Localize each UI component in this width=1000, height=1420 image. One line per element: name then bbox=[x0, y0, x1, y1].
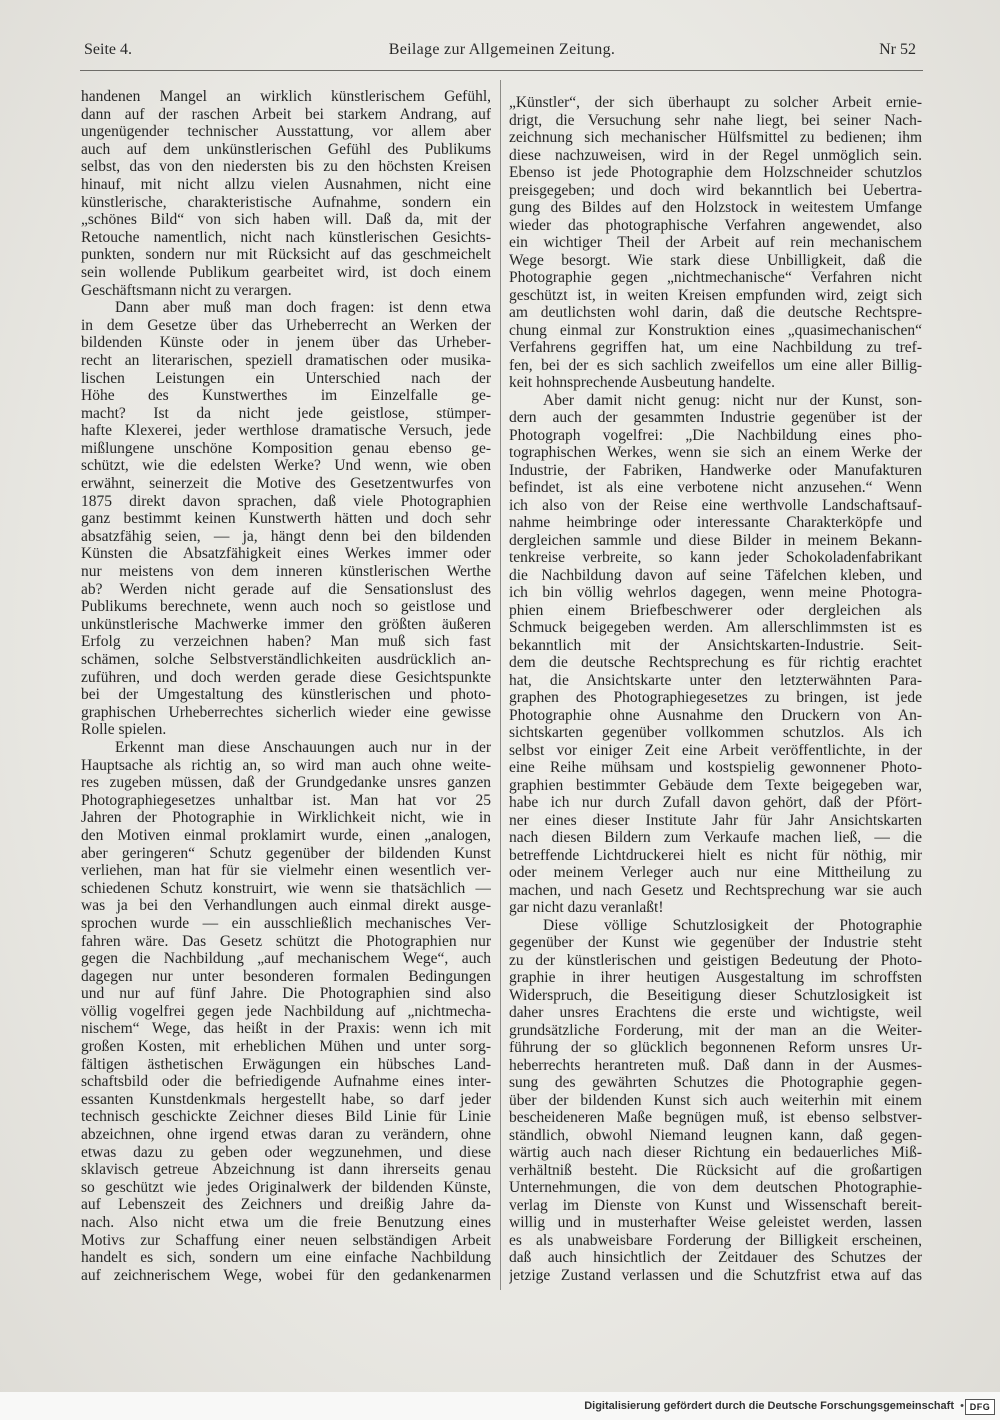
text-line: wärtig auch nach dieser Richtung ein bedauerliches Miß- bbox=[509, 1144, 922, 1161]
text-line: Retouche namentlich, nicht nach künstlerischen Gesichts- bbox=[81, 228, 491, 246]
text-line: Künsten die Absatzfähigkeit eines Werkes immer oder bbox=[81, 545, 491, 563]
text-line: schämen, solche Selbstverständlichkeiten ausdrücklich an- bbox=[81, 651, 491, 668]
text-line: essanten Kunstdenkmals hergestellt habe, so darf jeder bbox=[81, 1090, 491, 1108]
text-line: diese nachzuweisen, wird in der Regel unmöglich sein. bbox=[509, 146, 922, 164]
text-line: dagegen nur unter besonderen formalen Bedingungen bbox=[81, 967, 491, 985]
text-line: dem die deutsche Rechtsprechung es für richtig erachtet bbox=[509, 654, 922, 671]
text-line: fältigen ästhetischen Erwägungen ein hübsches Land- bbox=[81, 1055, 491, 1073]
text-line: betreffende Lichtdruckerei hielt es nicht für nöthig, mir bbox=[509, 846, 922, 864]
text-line: chung einmal zur Konstruktion eines „quasimechanischen“ bbox=[509, 321, 922, 339]
text-line: technisch geschickte Zeichner dieses Bild Linie für Linie bbox=[81, 1108, 491, 1126]
text-line: ich also von der Reise eine werthvolle Landschaftsauf- bbox=[509, 496, 922, 514]
text-line: schaftsbild oder die befriedigende Aufnahme eines inter- bbox=[81, 1073, 491, 1091]
text-line: graphen des Photographiegesetzes zu bringen, ist jede bbox=[509, 689, 922, 706]
text-line: nischem“ Wege, das heißt in der Praxis: wenn ich mit bbox=[81, 1020, 491, 1038]
text-line: Geschäftsmann nicht zu verargen. bbox=[81, 281, 292, 299]
text-line: Erfolg zu verzeichnen haben? Man muß sich fast bbox=[81, 633, 491, 651]
text-line: Rolle spielen. bbox=[81, 721, 167, 739]
paragraph bbox=[81, 299, 491, 739]
text-line: schützt, wie die edelsten Werke? Und wenn, wie oben bbox=[81, 457, 491, 475]
text-line: handenen Mangel an wirklich künstlerischem Gefühl, bbox=[81, 88, 491, 105]
text-line: sichtskarten gegenüber vollkommen schutzlos. Als ich bbox=[509, 724, 922, 741]
footer bbox=[0, 1392, 1000, 1420]
text-line: Motivs zur Schaffung einer neuen selbständigen Arbeit bbox=[81, 1231, 491, 1249]
text-line: gegenüber der Kunst wie gegenüber der Industrie steht bbox=[509, 934, 922, 951]
paragraph bbox=[509, 917, 922, 1285]
text-line: Industrie, der Fabriken, Handwerke oder Manufakturen bbox=[509, 461, 922, 479]
text-line: am deutlichsten wohl darin, daß die deutsche Rechtspre- bbox=[509, 304, 922, 321]
text-line: etwas dazu zu geben oder wegzunehmen, und diese bbox=[81, 1143, 491, 1161]
text-line: graphischen Urheberrechtes sicherlich wieder eine gewisse bbox=[81, 703, 491, 721]
text-line: lischen Leistungen ein Unterschied nach der bbox=[81, 369, 491, 387]
text-line: keit hohnsprechende Ausbeutung handelte. bbox=[509, 374, 776, 391]
text-line: „Künstler“, der sich überhaupt zu solcher Arbeit ernie- bbox=[509, 94, 922, 111]
text-line: nach. Also nicht etwa um die freie Benutzung eines bbox=[81, 1214, 491, 1231]
text-line: phien einem Briefbeschwerer oder dergleichen als bbox=[509, 601, 922, 619]
text-line: aber geringeren“ Schutz gegenüber der bildenden Kunst bbox=[81, 844, 491, 862]
text-line: hinauf, mit nicht allzu vielen Ausnahmen, nicht eine bbox=[81, 175, 491, 193]
text-line: recht an literarischen, speziell dramatischen oder musika- bbox=[81, 351, 491, 369]
text-line: daher unsres Erachtens die erste und wichtigste, weil bbox=[509, 1004, 922, 1021]
text-line: Diese völlige Schutzlosigkeit der Photographie bbox=[543, 916, 922, 934]
text-line: 1875 direkt davon sprachen, daß viele Photographien bbox=[81, 492, 491, 510]
text-line: schiedenen Schutz konstruirt, wie wenn sie thatsächlich — bbox=[81, 879, 491, 897]
text-line: „schönes Bild“ von sich haben will. Daß da, mit der bbox=[81, 211, 491, 229]
text-line: ständlich, obwohl Niemand leugnen kann, daß gegen- bbox=[509, 1126, 922, 1144]
text-line: Widerspruch, die Beseitigung dieser Schutzlosigkeit ist bbox=[509, 986, 922, 1004]
column-divider bbox=[500, 80, 501, 1290]
dfg-logo-icon: DFG bbox=[965, 1399, 995, 1415]
text-line: großen Kosten, mit erheblichen Mühen und unter sorg- bbox=[81, 1038, 491, 1056]
text-line: zu der künstlerischen und geistigen Bedeutung der Photo- bbox=[509, 951, 922, 969]
text-line: selbst vor einiger Zeit eine Arbeit veröffentlichte, in der bbox=[509, 741, 922, 759]
text-line: Verfahrens gegriffen hat, um eine Nachbildung zu tref- bbox=[509, 339, 922, 356]
text-line: gegen die Nachbildung „auf mechanischem Wege“, auch bbox=[81, 950, 491, 968]
text-line: auf Lebenszeit des Zeichners und dreißig Jahre da- bbox=[81, 1196, 491, 1214]
header-issue-number: Nr 52 bbox=[879, 41, 916, 58]
text-line: sein wollende Publikum gearbeitet wird, ist doch einem bbox=[81, 263, 491, 281]
text-line: macht? Ist da nicht jede geistlose, stümper- bbox=[81, 404, 491, 422]
text-line: Publikums berechnete, wenn auch noch so geistlose und bbox=[81, 598, 491, 616]
text-line: erwähnt, seinerzeit die Motive des Gesetzentwurfes von bbox=[81, 475, 491, 493]
text-line: Jahren der Photographie in Wirklichkeit nicht, wie in bbox=[81, 809, 491, 827]
text-line: fahren wäre. Das Gesetz schützt die Photographien nur bbox=[81, 932, 491, 950]
text-line: den Motiven einmal proklamirt wurde, einen „analogen, bbox=[81, 826, 491, 844]
text-line: ich bin völlig wehrlos dagegen, wenn meine Photogra- bbox=[509, 584, 922, 601]
text-line: Ebenso ist jede Photographie dem Holzschneider schutzlos bbox=[509, 164, 922, 181]
text-line: Dann aber muß man doch fragen: ist denn etwa bbox=[115, 299, 491, 317]
text-line: künstlerische, charakteristische Aufnahme, sondern ein bbox=[81, 193, 491, 211]
page-header bbox=[82, 38, 922, 62]
text-line: führung der so glücklich begonnenen Reform unsres Ur- bbox=[509, 1039, 922, 1056]
text-line: oder meinem Verleger auch nur eine Mittheilung zu bbox=[509, 864, 922, 881]
text-line: wieder das photographische Verfahren angewendet, also bbox=[509, 216, 922, 234]
text-line: sung des gewährten Schutzes die Photographie gegen- bbox=[509, 1074, 922, 1091]
text-line: befindet, ist als eine verbotene nicht anzusehen.“ Wenn bbox=[509, 479, 922, 496]
paragraph bbox=[509, 94, 922, 392]
text-line: Unternehmungen, die von dem deutschen Photographie- bbox=[509, 1179, 922, 1196]
text-line: handelt es sich, sondern um eine einfache Nachbildung bbox=[81, 1249, 491, 1267]
text-line: verliehen, man hat für sie vielmehr einen wesentlich ver- bbox=[81, 862, 491, 880]
text-line: bescheideneren Maße begnügen muß, ist ebenso selbstver- bbox=[509, 1109, 922, 1126]
text-line: bei der Umgestaltung des künstlerischen und photo- bbox=[81, 686, 491, 704]
text-line: so geschützt wie jedes Originalwerk der bildenden Künste, bbox=[81, 1178, 491, 1196]
text-line: unkünstlerische Machwerke immer den größten äußeren bbox=[81, 615, 491, 633]
text-line: selbst, das von den niedersten bis zu den höchsten Kreisen bbox=[81, 158, 491, 176]
text-line: verhältniß besteht. Die Rücksicht auf die großartigen bbox=[509, 1161, 922, 1179]
text-line: preisgegeben; und doch wird bekanntlich bei Uebertra- bbox=[509, 181, 922, 199]
footer-separator: • bbox=[960, 1400, 964, 1412]
text-line: res zugeben müssen, daß der Grundgedanke unsres ganzen bbox=[81, 774, 491, 792]
text-line: machen, und nach Gesetz und Rechtsprechung war sie auch bbox=[509, 881, 922, 899]
text-line: dern auch der gesammten Industrie gegenüber ist der bbox=[509, 409, 922, 426]
text-line: geschützt ist, in weiten Kreisen empfunden wird, zeigt sich bbox=[509, 286, 922, 304]
text-line: verlag im Dienste von Kunst und Wissenschaft bereit- bbox=[509, 1196, 922, 1214]
text-line: tographischen Werkes, wenn sie sich an einem Werke der bbox=[509, 444, 922, 461]
text-line: zeichnung sich mechanischer Hülfsmittel zu bedienen; ihm bbox=[509, 129, 922, 146]
text-line: ganz bestimmt keinen Kunstwerth hätten und doch sehr bbox=[81, 510, 491, 528]
text-line: sklavisch getreue Abzeichnung ist dann ihrerseits genau bbox=[81, 1161, 491, 1179]
text-line: Photographie ohne Ausnahme den Druckern von An- bbox=[509, 706, 922, 724]
text-line: nach diesen Bildern zum Verkaufe machen ließ, — die bbox=[509, 829, 922, 846]
text-line: mißlungene unschöne Komposition genau ebenso ge- bbox=[81, 439, 491, 457]
text-line: Aber damit nicht genug: nicht nur der Kunst, son- bbox=[543, 391, 922, 409]
text-line: sprochen wurde — ein ausschließlich mechanisches Ver- bbox=[81, 914, 491, 932]
text-line: es als unabweisbare Forderung der Billigkeit erscheinen, bbox=[509, 1231, 922, 1249]
text-line: nur meistens von dem inneren künstlerischen Werthe bbox=[81, 563, 491, 581]
text-line: punkten, sondern nur mit Rücksicht auf das geschmeichelt bbox=[81, 246, 491, 264]
text-line: die Nachbildung davon auf seine Täfelchen kleben, und bbox=[509, 566, 922, 584]
text-line: bildenden Künste oder in jenem über das Urheber- bbox=[81, 334, 491, 352]
text-line: Photograph vogelfrei: „Die Nachbildung eines pho- bbox=[509, 426, 922, 444]
text-line: gung des Bildes auf den Holzstock in weitestem Umfange bbox=[509, 199, 922, 216]
text-line: zuführen, und doch werden gerade diese Gesichtspunkte bbox=[81, 668, 491, 686]
text-line: abzeichnen, ohne irgend etwas daran zu verändern, ohne bbox=[81, 1126, 491, 1144]
text-line: bekanntlich mit der Ansichtskarten-Industrie. Seit- bbox=[509, 636, 922, 654]
text-line: tenkreise verbreite, so kann jeder Schokoladenfabrikant bbox=[509, 549, 922, 566]
paragraph bbox=[81, 739, 491, 1284]
text-line: in dem Gesetze über das Urheberrecht an Werken der bbox=[81, 316, 491, 334]
text-line: Photographie gegen „nichtmechanische“ Verfahren nicht bbox=[509, 269, 922, 286]
text-line: absatzfähig seien, — ja, hängt denn bei den bildenden bbox=[81, 527, 491, 545]
text-line: über der bildenden Kunst sich auch weiterhin mit einem bbox=[509, 1091, 922, 1109]
text-line: willig und in musterhafter Weise geleistet werden, lassen bbox=[509, 1214, 922, 1231]
right-column bbox=[509, 94, 922, 1284]
text-line: Hauptsache als richtig an, so wird man auch ohne weite- bbox=[81, 756, 491, 774]
text-line: nahme heimbringe oder interessante Charakterköpfe und bbox=[509, 514, 922, 531]
text-line: grundsätzliche Forderung, mit der man an die Weiter- bbox=[509, 1021, 922, 1039]
text-line: auf zeichnerischem Wege, wobei für den gedankenarmen bbox=[81, 1266, 491, 1284]
text-line: jetzige Zustand verlassen und die Schutzfrist etwa auf das bbox=[509, 1266, 922, 1284]
paragraph bbox=[81, 88, 491, 299]
text-line: ner eines dieser Institute Jahr für Jahr Ansichtskarten bbox=[509, 811, 922, 829]
text-line: Photographiegesetzes unhaltbar ist. Man hat vor 25 bbox=[81, 791, 491, 809]
text-line: Schmuck beigegeben werden. Am allerschlimmsten ist es bbox=[509, 619, 922, 636]
footer-credit: Digitalisierung gefördert durch die Deutsche Forschungsgemeinschaft bbox=[584, 1400, 954, 1412]
left-column bbox=[81, 88, 491, 1284]
text-line: dergleichen sammle und diese Bilder in meinem Bekann- bbox=[509, 531, 922, 549]
text-line: völlig vogelfrei gegen jede Nachbildung auf „nichtmecha- bbox=[81, 1002, 491, 1020]
text-line: habe ich nur durch Zufall davon gehört, daß der Pfört- bbox=[509, 794, 922, 811]
text-line: und nur auf fünf Jahre. Die Photographien sind also bbox=[81, 985, 491, 1003]
text-line: daß auch hinsichtlich der Zeitdauer des Schutzes der bbox=[509, 1249, 922, 1266]
text-line: graphie in ihrer heutigen Ausgestaltung im schroffsten bbox=[509, 969, 922, 986]
header-page-number: Seite 4. bbox=[84, 41, 132, 58]
text-line: gar nicht dazu veranlaßt! bbox=[509, 899, 664, 916]
text-line: auch auf dem unkünstlerischen Gefühl des Publikums bbox=[81, 140, 491, 158]
text-line: was ja bei den Verhandlungen auch einmal direkt ausge- bbox=[81, 897, 491, 915]
text-line: graphien bestimmter Gebäude dem Texte beigegeben war, bbox=[509, 776, 922, 794]
text-line: Erkennt man diese Anschauungen auch nur in der bbox=[115, 738, 491, 756]
text-line: Höhe des Kunstwerthes im Einzelfalle ge- bbox=[81, 387, 491, 405]
text-line: ungenügender technischer Ausstattung, vor allem aber bbox=[81, 123, 491, 141]
text-line: dann auf der raschen Arbeit bei starkem Andrang, auf bbox=[81, 105, 491, 123]
text-line: drigt, die Versuchung sehr nahe liegt, bei seiner Nach- bbox=[509, 111, 922, 129]
text-line: ein wichtiger Theil der Arbeit auf rein mechanischem bbox=[509, 234, 922, 251]
text-line: Wege besorgt. Wie stark diese Unbilligkeit, daß die bbox=[509, 251, 922, 269]
header-title: Beilage zur Allgemeinen Zeitung. bbox=[388, 41, 616, 58]
text-line: heberrechts herantreten muß. Daß dann in der Ausmes- bbox=[509, 1056, 922, 1074]
text-line: ab? Werden nicht gerade auf die Sensationslust des bbox=[81, 580, 491, 598]
header-rule bbox=[80, 70, 923, 71]
paragraph bbox=[509, 392, 922, 917]
text-line: fen, bei der es sich sachlich zweifellos um eine aller Billig- bbox=[509, 356, 922, 374]
text-line: hafte Klexerei, jeder werthlose dramatische Versuch, jede bbox=[81, 422, 491, 440]
text-line: hat, die Ansichtskarte unter den letzterwähnten Para- bbox=[509, 671, 922, 689]
text-line: eine Reihe mühsam und kostspielig gewonnener Photo- bbox=[509, 759, 922, 776]
